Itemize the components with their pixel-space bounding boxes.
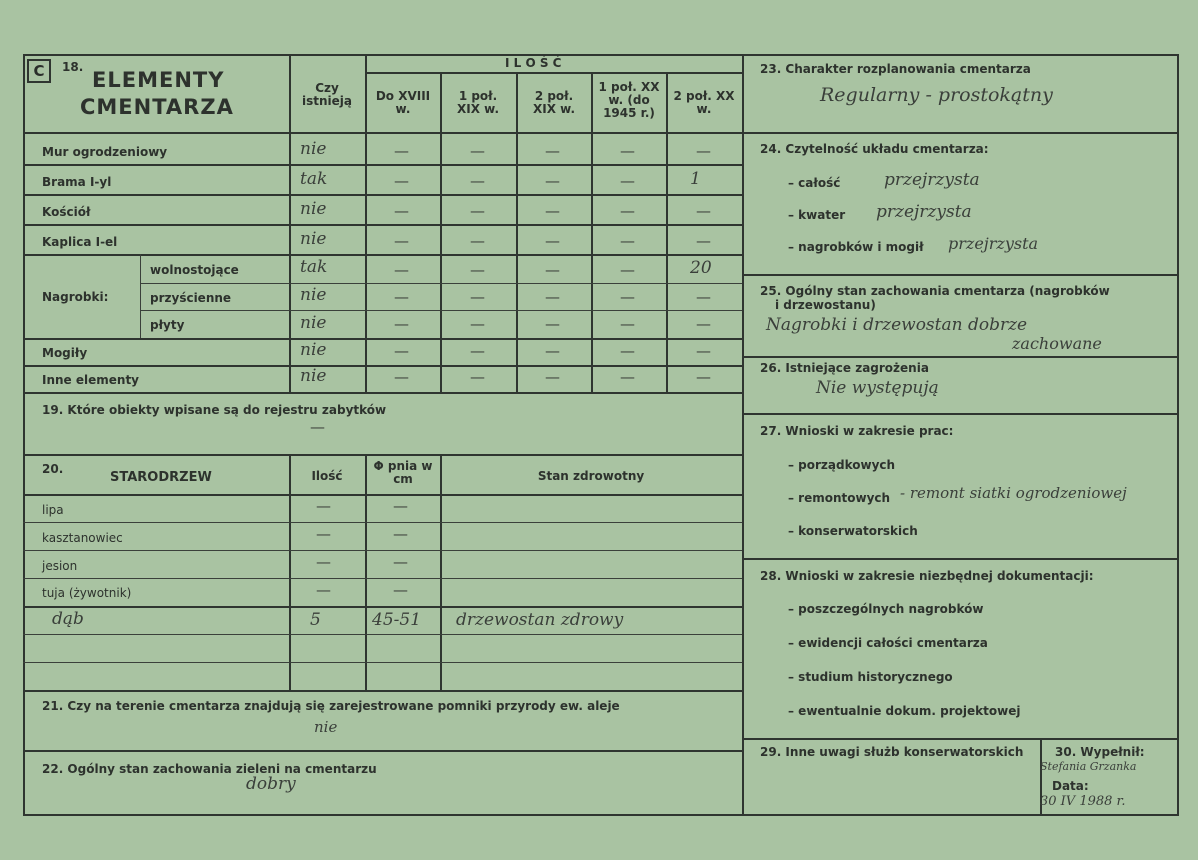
s25-value-2: zachowane [1012, 334, 1102, 353]
row-line [23, 338, 742, 340]
s20-row-line [23, 578, 742, 579]
tree-name: tuja (żywotnik) [42, 586, 132, 600]
s20-row-line [23, 662, 742, 663]
s20-col-qty: Ilość [311, 469, 343, 483]
row-line [23, 224, 742, 226]
row-label: przyścienne [150, 291, 232, 305]
row-label: Mur ogrodzeniowy [42, 145, 168, 159]
quantity-cell: — [394, 288, 409, 306]
s18-number: 18. [62, 60, 84, 74]
exists-value: nie [300, 285, 327, 305]
s18-col-divider-3 [591, 72, 593, 392]
s27-item-label: – konserwatorskich [788, 524, 918, 538]
s30-label: 30. Wypełnił: [1055, 745, 1145, 759]
quantity-cell: — [620, 261, 635, 279]
col-header-1: Do XVIII w. [375, 89, 431, 116]
col-exists-header: Czy istnieją [302, 81, 352, 108]
quantity-cell: — [545, 172, 560, 190]
quantity-cell: — [620, 202, 635, 220]
exists-value: nie [300, 340, 327, 360]
row-line [23, 365, 742, 367]
quantity-cell: — [470, 368, 485, 386]
quantity-cell: — [545, 288, 560, 306]
col-qty-header: I L O Ś Ć [505, 56, 562, 70]
section-letter-box: C [27, 59, 51, 83]
tree-health: drzewostan zdrowy [456, 610, 624, 630]
tree-name: kasztanowiec [42, 531, 123, 545]
s20-row-line [23, 634, 742, 635]
s20-divider [365, 454, 367, 690]
tree-qty: — [316, 497, 331, 515]
quantity-cell: — [394, 172, 409, 190]
col-header-2: 1 poł. XIX w. [456, 89, 500, 116]
s20-divider [440, 454, 442, 690]
s19-bottom [23, 454, 742, 456]
s28-bottom [742, 738, 1179, 740]
quantity-cell: — [545, 232, 560, 250]
row-line [23, 164, 742, 166]
row-label: Kaplica I-el [42, 235, 118, 249]
s24-item-label: – nagrobków i mogił [788, 240, 924, 254]
quantity-cell: — [470, 288, 485, 306]
quantity-cell: — [470, 342, 485, 360]
quantity-cell: — [545, 368, 560, 386]
tree-diam: — [393, 525, 408, 543]
s26-bottom [742, 413, 1179, 415]
s20-title: STARODRZEW [110, 470, 212, 485]
tree-diam: — [393, 497, 408, 515]
quantity-cell: — [470, 261, 485, 279]
row-label: Mogiły [42, 346, 88, 360]
s19-value: — [310, 418, 325, 436]
s24-item-value: przejrzysta [948, 234, 1039, 253]
s24-item-value: przejrzysta [884, 170, 980, 190]
s28-item: – poszczególnych nagrobków [788, 602, 984, 616]
s23-label: 23. Charakter rozplanowania cmentarza [760, 62, 1031, 76]
s24-item-label: – kwater [788, 208, 846, 222]
s18-col-divider-2 [516, 72, 518, 392]
s23-bottom [742, 132, 1179, 134]
quantity-cell: — [470, 202, 485, 220]
s26-label: 26. Istniejące zagrożenia [760, 361, 929, 375]
exists-value: tak [300, 257, 328, 277]
center-divider [742, 54, 744, 816]
s20-row-line [23, 494, 742, 496]
quantity-cell: — [394, 342, 409, 360]
s18-title-line1: ELEMENTY [92, 68, 225, 92]
s28-item: – studium historycznego [788, 670, 953, 684]
s23-value: Regularny - prostokątny [820, 84, 1053, 106]
exists-value: nie [300, 139, 327, 159]
quantity-cell: — [620, 172, 635, 190]
quantity-cell: 1 [690, 169, 701, 189]
quantity-cell: — [470, 142, 485, 160]
row-line [23, 392, 742, 394]
quantity-cell: — [545, 261, 560, 279]
quantity-cell: — [545, 202, 560, 220]
s18-col-divider-1 [440, 72, 442, 392]
quantity-cell: — [696, 202, 711, 220]
s24-item-label: – całość [788, 176, 841, 190]
tree-qty: 5 [310, 610, 321, 630]
s28-label: 28. Wnioski w zakresie niezbędnej dokumentacji: [760, 569, 1094, 583]
s20-divider [289, 454, 291, 690]
s20-row-line [23, 606, 742, 608]
s27-label: 27. Wnioski w zakresie prac: [760, 424, 954, 438]
exists-value: nie [300, 366, 327, 386]
quantity-cell: — [545, 342, 560, 360]
tree-name: dąb [52, 609, 84, 629]
tree-diam: — [393, 581, 408, 599]
exists-value: nie [300, 199, 327, 219]
quantity-cell: — [394, 368, 409, 386]
exists-value: nie [300, 313, 327, 333]
s30-name: Stefania Grzanka [1040, 760, 1137, 773]
s28-item: – ewentualnie dokum. projektowej [788, 704, 1021, 718]
tree-qty: — [316, 553, 331, 571]
row-line [23, 194, 742, 196]
s21-value: nie [314, 718, 338, 736]
tree-qty: — [316, 581, 331, 599]
quantity-cell: — [545, 142, 560, 160]
s20-number: 20. [42, 462, 64, 476]
s30-date-label: Data: [1052, 779, 1089, 793]
row-label: Inne elementy [42, 373, 140, 387]
s18-title-line2: CMENTARZA [80, 95, 234, 119]
s24-item-value: przejrzysta [876, 202, 972, 222]
col-header-5: 2 poł. XX w. [673, 89, 735, 116]
s20-col-health: Stan zdrowotny [537, 469, 645, 483]
s18-col-divider-4 [666, 72, 668, 392]
exists-value: nie [300, 229, 327, 249]
quantity-cell: — [620, 142, 635, 160]
quantity-cell: — [394, 315, 409, 333]
s22-label: 22. Ogólny stan zachowania zieleni na cmentarzu [42, 762, 377, 776]
s28-item: – ewidencji całości cmentarza [788, 636, 988, 650]
quantity-cell: — [696, 232, 711, 250]
quantity-cell: — [394, 232, 409, 250]
quantity-cell: — [696, 342, 711, 360]
quantity-cell: — [394, 142, 409, 160]
s25-bottom [742, 356, 1179, 358]
s20-row-line [23, 550, 742, 551]
s27-item-label: – remontowych [788, 491, 891, 505]
quantity-cell: — [696, 288, 711, 306]
col-header-3: 2 poł. XIX w. [532, 89, 576, 116]
row-label: płyty [150, 318, 185, 332]
tree-diam: — [393, 553, 408, 571]
s25-value-1: Nagrobki i drzewostan dobrze [766, 315, 1028, 335]
s27-item-label: – porządkowych [788, 458, 896, 472]
s25-label-1: 25. Ogólny stan zachowania cmentarza (nagrobków [760, 284, 1110, 298]
row-label: Brama I-yl [42, 175, 112, 189]
quantity-cell: — [620, 232, 635, 250]
row-line [23, 254, 742, 256]
quantity-cell: — [696, 368, 711, 386]
s19-label: 19. Które obiekty wpisane są do rejestru zabytków [42, 403, 387, 417]
quantity-cell: — [470, 315, 485, 333]
tree-diam: 45-51 [372, 610, 422, 630]
nagrobki-label: Nagrobki: [42, 290, 109, 304]
quantity-cell: — [394, 202, 409, 220]
s22-value: dobry [246, 774, 296, 794]
nagrobki-divider [140, 254, 141, 338]
s30-date: 30 IV 1988 r. [1040, 794, 1126, 809]
s29-label: 29. Inne uwagi służb konserwatorskich [760, 745, 1024, 759]
quantity-cell: — [470, 232, 485, 250]
quantity-cell: — [394, 261, 409, 279]
s18-header-bottom [23, 132, 742, 134]
s25-label-2: i drzewostanu) [775, 298, 876, 312]
quantity-cell: — [620, 342, 635, 360]
exists-value: tak [300, 169, 328, 189]
col-header-4: 1 poł. XX w. (do 1945 r.) [598, 80, 660, 120]
s20-row-line [23, 522, 742, 523]
row-line [140, 283, 742, 284]
quantity-cell: — [696, 315, 711, 333]
quantity-cell: — [620, 368, 635, 386]
row-label: Kościół [42, 205, 91, 219]
s21-bottom [23, 750, 742, 752]
row-label: wolnostojące [150, 263, 239, 277]
s27-bottom [742, 558, 1179, 560]
s20-bottom [23, 690, 742, 692]
tree-name: jesion [42, 559, 78, 573]
tree-qty: — [316, 525, 331, 543]
tree-name: lipa [42, 503, 64, 517]
qty-header-line [365, 72, 742, 74]
s21-label: 21. Czy na terenie cmentarza znajdują się zarejestrowane pomniki przyrody ew. aleje [42, 699, 620, 713]
quantity-cell: — [470, 172, 485, 190]
s20-col-diam: Φ pnia w cm [373, 459, 433, 486]
quantity-cell: — [620, 315, 635, 333]
s24-bottom [742, 274, 1179, 276]
row-line [140, 310, 742, 311]
quantity-cell: — [545, 315, 560, 333]
s27-item-value: - remont siatki ogrodzeniowej [900, 484, 1127, 502]
s26-value: Nie występują [816, 378, 939, 398]
quantity-cell: 20 [690, 258, 712, 278]
quantity-cell: — [696, 142, 711, 160]
quantity-cell: — [620, 288, 635, 306]
s24-label: 24. Czytelność układu cmentarza: [760, 142, 989, 156]
